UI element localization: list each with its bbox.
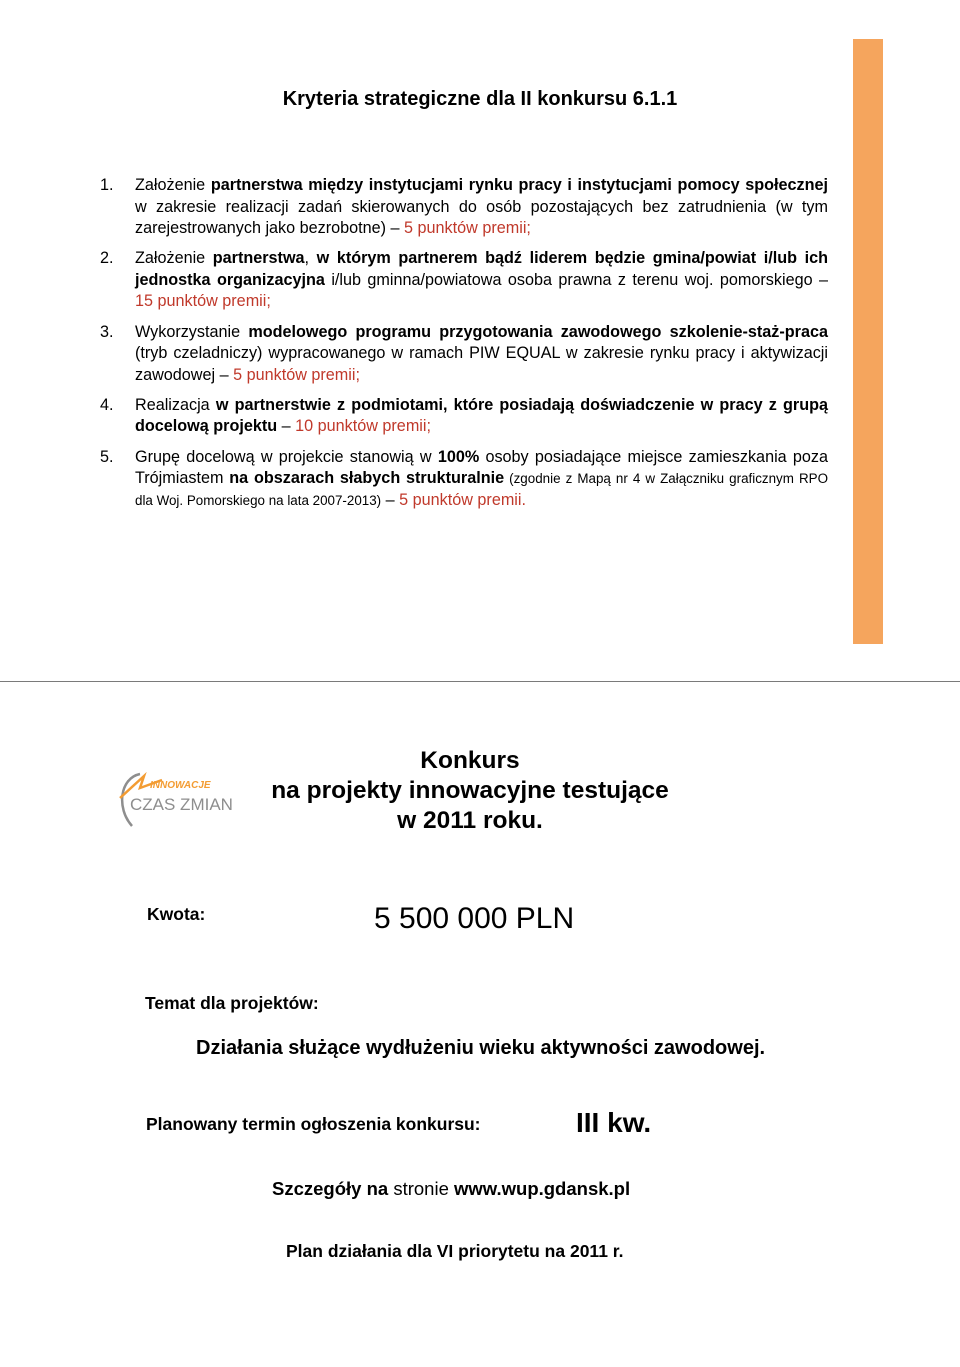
item-segment: , [304,249,317,268]
criteria-item [100,395,828,438]
item-text [135,323,828,384]
item-segment: – [381,490,400,509]
item-segment: Wykorzystanie [135,322,249,341]
slide-criteria [0,0,960,682]
topic-value: Działania służące wydłużeniu wieku aktywności zawodowej. [196,1037,766,1059]
item-segment: (zgodnie z Mapą nr 4 w Załączniku graficznym RPO dla Woj. Pomorskiego na lata 2007-2013) [135,471,828,508]
criteria-item [100,175,828,240]
contest-title [240,746,700,836]
item-segment: modelowego programu przygotowania zawodowego szkolenie-staż-praca [248,322,828,341]
item-segment: 5 punktów premii; [233,365,360,384]
logo-text-line1: INNOWACJE [150,780,211,791]
criteria-item [100,322,828,387]
criteria-item [100,447,828,512]
item-text [135,249,828,310]
item-segment: w którym partnerem bądź liderem będzie gmina/powiat i/lub ich jednostka organizacyjna [135,249,828,289]
contest-title-line: Konkurs [420,747,520,774]
details-url[interactable]: www.wup.gdansk.pl [454,1178,631,1199]
item-text [135,448,828,509]
item-segment: partnerstwa [212,249,305,268]
item-segment: – [277,417,296,436]
details-prefix: Szczegóły na [272,1178,389,1199]
slide-title: Kryteria strategiczne dla II konkursu 6.1.1 [282,88,678,110]
announcement-value: III kw. [576,1107,652,1138]
innowacje-czas-zmian-logo [110,768,238,834]
item-segment: 5 punktów premii. [399,490,527,509]
item-segment: w zakresie realizacji zadań skierowanych do osób pozostających bez zatrudnienia (w tym zarejestrowanych jako bezrobotne) – [135,197,828,238]
criteria-list [100,175,828,520]
item-number: 5. [100,447,114,466]
item-segment: 5 punktów premii; [404,219,531,238]
item-segment: Grupę docelową w projekcie stanowią w [135,447,438,466]
item-number: 2. [100,249,114,268]
item-segment: Założenie [135,249,213,268]
contest-title-line: w 2011 roku. [397,807,543,834]
item-segment: Założenie [135,176,211,194]
details-mid: stronie [393,1178,449,1199]
item-text [135,396,828,436]
item-segment: 15 punktów premii; [135,292,271,311]
criteria-item [100,248,828,313]
item-segment: (tryb czeladniczy) wypracowanego w ramach PIW EQUAL w zakresie rynku pracy i aktywizacji zawodowej – [135,344,828,384]
contest-title-line: na projekty innowacyjne testujące [271,777,669,804]
item-text [135,176,828,237]
announcement-label: Planowany termin ogłoszenia konkursu: [146,1114,481,1134]
item-segment: partnerstwa między instytucjami rynku pracy i instytucjami pomocy społecznej [210,176,829,194]
details-line [272,1178,630,1200]
item-segment: Realizacja [135,395,216,414]
accent-bar [853,39,883,644]
item-segment: na obszarach słabych strukturalnie [229,469,505,488]
slide-divider [0,681,960,682]
plan-footer: Plan działania dla VI priorytetu na 2011 r. [286,1241,624,1261]
item-number: 3. [100,322,114,341]
topic-label: Temat dla projektów: [145,993,319,1013]
item-segment: 100% [437,447,480,466]
item-number: 1. [100,176,114,194]
item-segment: i/lub gminna/powiatowa osoba prawna z terenu woj. pomorskiego – [324,270,828,289]
amount-label: Kwota: [147,904,206,924]
item-segment: 10 punktów premii; [295,417,431,436]
amount-value: 5 500 000 PLN [374,902,575,935]
item-segment: w partnerstwie z podmiotami, które posiadają doświadczenie w pracy z grupą docelową projektu [135,395,828,436]
item-segment: osoby posiadające miejsce zamieszkania poza Trójmiastem [135,447,828,488]
item-number: 4. [100,395,114,414]
logo-text-line2: CZAS ZMIAN [130,795,233,814]
